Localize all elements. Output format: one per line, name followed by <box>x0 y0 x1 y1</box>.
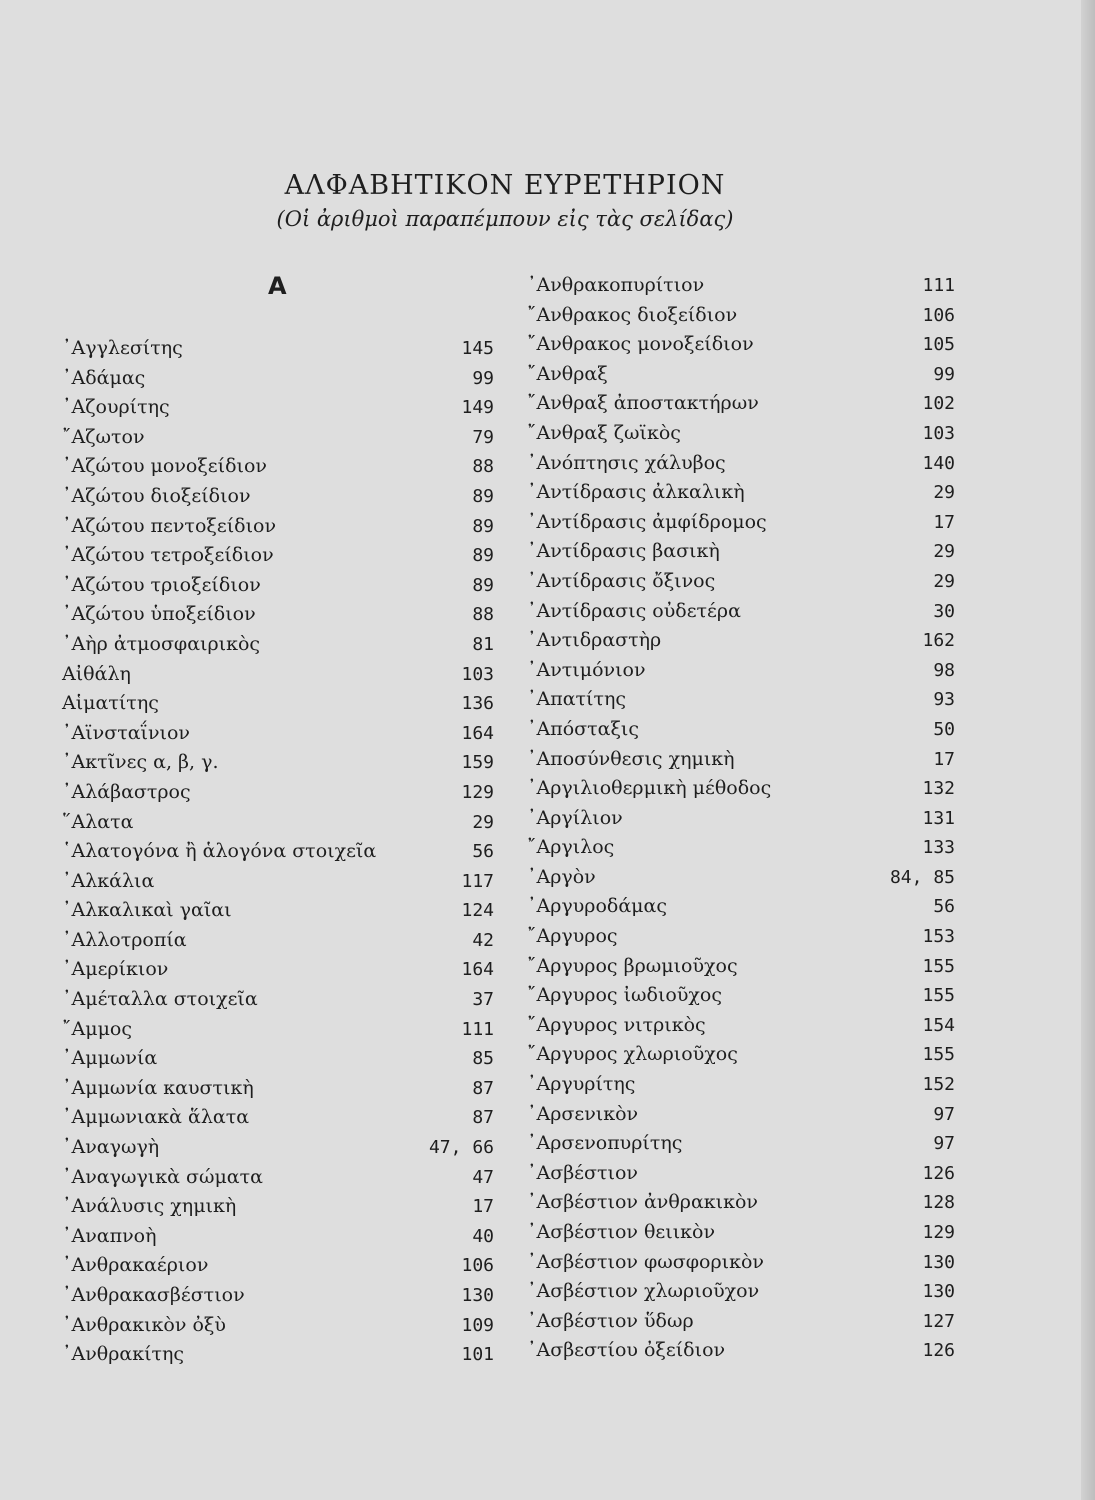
index-entry <box>62 867 494 897</box>
index-page-number: 109 <box>461 1314 494 1336</box>
index-entry <box>527 863 955 893</box>
index-term: ᾿Ασβέστιον ἀνθρακικὸν <box>527 1191 758 1214</box>
index-term: ᾿Αργιλιοθερμικὴ μέθοδος <box>527 777 772 800</box>
index-entry <box>62 600 494 630</box>
index-term: ῎Αργυρος βρωμιοῦχος <box>527 954 738 977</box>
page-edge-shadow <box>1081 0 1095 1500</box>
index-entry <box>62 689 494 719</box>
index-page-number: 17 <box>933 511 955 533</box>
index-entry <box>527 685 955 715</box>
index-term: ῎Αργυρος ἰωδιοῦχος <box>527 984 723 1007</box>
index-page-number: 101 <box>461 1344 494 1366</box>
index-entry <box>62 364 494 394</box>
index-page-number: 56 <box>933 896 955 918</box>
index-entry <box>527 449 955 479</box>
index-term: ᾿Αργυροδάμας <box>527 895 667 918</box>
page-title: ΑΛΦΑΒΗΤΙΚΟΝ ΕΥΡΕΤΗΡΙΟΝ <box>284 170 726 201</box>
index-term: ᾿Αζώτου πεντοξείδιον <box>62 514 277 537</box>
index-page-number: 88 <box>472 456 494 478</box>
page-subtitle: (Οἱ ἀριθμοὶ παραπέμπουν εἰς τὰς σελίδας) <box>276 207 734 231</box>
index-entry <box>62 393 494 423</box>
index-entry <box>527 360 955 390</box>
index-entry <box>527 1277 955 1307</box>
index-entry <box>527 656 955 686</box>
index-page-number: 89 <box>472 545 494 567</box>
index-entry <box>62 1311 494 1341</box>
index-page-number: 29 <box>472 811 494 833</box>
index-term: ῎Αργυρος χλωριοῦχος <box>527 1043 738 1066</box>
index-term: ᾿Ανόπτησις χάλυβος <box>527 451 726 474</box>
index-term: ᾿Αὴρ ἀτμοσφαιρικὸς <box>62 632 261 655</box>
index-entry <box>527 833 955 863</box>
index-entry <box>527 774 955 804</box>
index-page-number: 124 <box>461 900 494 922</box>
index-term: ᾿Ανθρακασβέστιον <box>62 1284 245 1306</box>
index-page-number: 102 <box>922 393 955 415</box>
index-page-number: 37 <box>472 989 494 1011</box>
index-term: ᾿Αμμωνία <box>62 1047 158 1070</box>
index-page-number: 87 <box>472 1077 494 1099</box>
index-page-number: 81 <box>472 633 494 655</box>
index-entry <box>62 452 494 482</box>
index-term: ᾿Αλλοτροπία <box>62 928 187 951</box>
index-entry <box>62 1251 494 1281</box>
index-entry <box>527 301 955 331</box>
index-page-number: 159 <box>461 752 494 774</box>
index-term: ᾿Αγγλεσίτης <box>62 337 183 359</box>
index-term: ῎Ανθραξ ζωϊκὸς <box>527 421 681 444</box>
index-entry <box>62 1222 494 1252</box>
index-term: ᾿Ανθρακοπυρίτιον <box>527 274 705 296</box>
index-entry <box>62 1015 494 1045</box>
index-entry <box>62 1074 494 1104</box>
index-term: ᾿Αποσύνθεσις χημικὴ <box>527 747 735 770</box>
index-entry <box>62 334 494 364</box>
index-term: ᾿Ασβέστιον χλωριοῦχον <box>527 1280 760 1303</box>
index-term: Αἱματίτης <box>62 692 159 715</box>
index-entry <box>527 922 955 952</box>
index-entry <box>62 571 494 601</box>
index-term: ῎Ανθρακος διοξείδιον <box>527 303 738 326</box>
index-term: ᾿Αντίδρασις ὄξινος <box>527 569 716 592</box>
index-page-number: 40 <box>472 1225 494 1247</box>
index-entry <box>527 1100 955 1130</box>
index-page-number: 105 <box>922 334 955 356</box>
index-entry <box>62 1044 494 1074</box>
index-column-left <box>62 334 494 1370</box>
index-entry <box>527 952 955 982</box>
index-term: ᾿Αζώτου τετροξείδιον <box>62 544 274 567</box>
index-page-number: 29 <box>933 482 955 504</box>
index-term: ᾿Αλκάλια <box>62 869 155 892</box>
index-page-number: 42 <box>472 929 494 951</box>
index-page-number: 103 <box>461 663 494 685</box>
index-entry <box>62 955 494 985</box>
index-entry <box>527 1040 955 1070</box>
index-term: ῎Ανθραξ <box>527 362 608 385</box>
index-entry <box>62 541 494 571</box>
index-entry <box>62 808 494 838</box>
index-term: ᾿Αργυρίτης <box>527 1073 636 1096</box>
index-term: ᾿Αντίδρασις ἀμφίδρομος <box>527 510 767 533</box>
index-entry <box>527 419 955 449</box>
index-term: ῎Ανθραξ ἀποστακτήρων <box>527 392 759 415</box>
index-entry <box>527 508 955 538</box>
index-page-number: 131 <box>922 807 955 829</box>
index-entry <box>527 892 955 922</box>
index-entry <box>62 482 494 512</box>
index-page-number: 126 <box>922 1162 955 1184</box>
index-entry <box>62 1163 494 1193</box>
index-page-number: 154 <box>922 1014 955 1036</box>
index-term: ᾿Απατίτης <box>527 688 627 711</box>
index-page-number: 99 <box>472 367 494 389</box>
index-term: ᾿Απόσταξις <box>527 717 640 740</box>
index-page-number: 130 <box>461 1285 494 1306</box>
index-term: ᾿Αμερίκιον <box>62 958 169 981</box>
index-page-number: 155 <box>922 955 955 977</box>
index-term: ᾿Αντιδραστὴρ <box>527 629 662 652</box>
index-term: ῾Αλατογόνα ἢ ἁλογόνα στοιχεῖα <box>62 840 377 863</box>
index-entry <box>62 630 494 660</box>
index-page-number: 85 <box>472 1048 494 1070</box>
index-page-number: 149 <box>461 397 494 419</box>
index-page-number: 117 <box>461 870 494 892</box>
index-term: ᾿Αργὸν <box>527 865 596 888</box>
index-entry <box>62 1192 494 1222</box>
index-entry <box>62 778 494 808</box>
index-entry <box>62 1340 494 1370</box>
index-page-number: 106 <box>461 1255 494 1277</box>
index-page-number: 30 <box>933 600 955 622</box>
index-term: ᾿Ασβέστιον <box>527 1161 638 1184</box>
index-page-number: 29 <box>933 541 955 563</box>
index-entry <box>527 330 955 360</box>
index-page-number: 47, 66 <box>428 1137 494 1159</box>
index-page-number: 29 <box>933 570 955 592</box>
index-page-number: 89 <box>472 515 494 537</box>
index-term: ᾿Ανθρακικὸν ὀξὺ <box>62 1313 226 1336</box>
index-entry <box>527 804 955 834</box>
index-term: ᾿Αζώτου μονοξείδιον <box>62 455 267 478</box>
index-page-number: 87 <box>472 1107 494 1129</box>
index-page-number: 130 <box>922 1281 955 1303</box>
index-page-number: 136 <box>461 693 494 715</box>
index-term: ᾿Αμμωνία καυστικὴ <box>62 1076 254 1099</box>
index-page-number: 17 <box>933 748 955 770</box>
index-entry <box>527 1159 955 1189</box>
index-page-number: 97 <box>933 1133 955 1155</box>
index-term: ᾿Αντίδρασις οὐδετέρα <box>527 599 741 622</box>
index-term: ᾿Αργίλιον <box>527 806 623 829</box>
index-term: ῞Αλατα <box>62 810 134 833</box>
index-term: ῎Αμμος <box>62 1017 132 1040</box>
index-term: ᾿Αναπνοὴ <box>62 1224 157 1247</box>
index-entry <box>527 597 955 627</box>
index-term: ᾿Αζώτου διοξείδιον <box>62 484 251 507</box>
index-page-number: 88 <box>472 604 494 626</box>
index-term: ᾿Ασβέστιον θειικὸν <box>527 1221 716 1243</box>
index-entry <box>527 478 955 508</box>
index-page-number: 127 <box>922 1310 955 1332</box>
index-term: ᾿Ασβέστιον ὕδωρ <box>527 1309 694 1332</box>
index-page-number: 47 <box>472 1166 494 1188</box>
index-term: ᾿Αρσενικὸν <box>527 1102 639 1125</box>
index-term: ᾿Αντίδρασις ἀλκαλικὴ <box>527 481 745 504</box>
index-term: Αἰθάλη <box>62 662 131 685</box>
index-page-number: 132 <box>922 778 955 800</box>
index-page-number: 93 <box>933 689 955 711</box>
index-term: ᾿Ανθρακίτης <box>62 1343 185 1366</box>
index-entry <box>62 1133 494 1163</box>
index-entry <box>527 537 955 567</box>
index-page-number: 128 <box>922 1192 955 1214</box>
index-page-number: 164 <box>461 722 494 744</box>
index-term: ῎Αργυρος νιτρικὸς <box>527 1013 706 1036</box>
index-entry <box>62 423 494 453</box>
index-term: ᾿Αζώτου ὑποξείδιον <box>62 603 256 626</box>
index-entry <box>527 1307 955 1337</box>
index-page-number: 162 <box>922 630 955 652</box>
index-page-number: 79 <box>472 426 494 448</box>
index-page-number: 126 <box>922 1340 955 1362</box>
index-page-number: 145 <box>461 338 494 359</box>
index-entry <box>527 1129 955 1159</box>
index-page-number: 152 <box>922 1074 955 1096</box>
index-entry <box>527 1248 955 1278</box>
index-page-number: 129 <box>922 1222 955 1243</box>
index-page-number: 89 <box>472 574 494 596</box>
index-page-number: 155 <box>922 1044 955 1066</box>
index-term: ᾿Αναγωγὴ <box>62 1136 160 1159</box>
index-entry <box>62 512 494 542</box>
section-letter: Α <box>268 272 287 300</box>
index-entry <box>62 1103 494 1133</box>
index-entry <box>527 1336 955 1366</box>
index-page-number: 89 <box>472 485 494 507</box>
index-term: ᾿Ανάλυσις χημικὴ <box>62 1195 237 1218</box>
index-page-number: 99 <box>933 363 955 385</box>
index-page-number: 164 <box>461 959 494 981</box>
index-entry <box>527 1218 955 1248</box>
index-entry <box>527 271 955 301</box>
index-page-number: 56 <box>472 841 494 863</box>
index-entry <box>527 1011 955 1041</box>
index-entry <box>62 837 494 867</box>
index-term: ᾿Αζώτου τριοξείδιον <box>62 573 261 596</box>
index-entry <box>62 926 494 956</box>
index-term: ᾿Αντίδρασις βασικὴ <box>527 540 720 563</box>
index-entry <box>527 981 955 1011</box>
index-page-number: 50 <box>933 718 955 740</box>
index-term: ᾿Ασβέστιον φωσφορικὸν <box>527 1250 764 1273</box>
index-term: ᾿Αναγωγικὰ σώματα <box>62 1165 263 1188</box>
index-entry <box>62 896 494 926</box>
index-page-number: 140 <box>922 452 955 474</box>
index-entry <box>527 1188 955 1218</box>
index-term: ᾿Ακτῖνες α, β, γ. <box>62 751 219 774</box>
index-entry <box>62 719 494 749</box>
index-entry <box>62 748 494 778</box>
index-page-number: 133 <box>922 837 955 859</box>
index-page-number: 97 <box>933 1103 955 1125</box>
index-page-number: 111 <box>461 1018 494 1040</box>
index-term: ῎Ανθρακος μονοξείδιον <box>527 333 754 356</box>
index-entry <box>527 567 955 597</box>
index-term: ᾿Αλκαλικαὶ γαῖαι <box>62 899 232 922</box>
index-page-number: 103 <box>922 422 955 444</box>
index-entry <box>527 1070 955 1100</box>
index-page-number: 98 <box>933 659 955 681</box>
index-entry <box>527 745 955 775</box>
index-term: ᾿Αϊνσταΐνιον <box>62 721 190 744</box>
index-entry <box>527 389 955 419</box>
index-term: ᾿Αντιμόνιον <box>527 658 646 681</box>
index-term: ῎Αργιλος <box>527 836 615 859</box>
index-entry <box>62 660 494 690</box>
index-column-right <box>527 271 955 1366</box>
index-page-number: 153 <box>922 926 955 948</box>
index-term: ᾿Αμμωνιακὰ ἅλατα <box>62 1106 250 1129</box>
index-entry <box>527 626 955 656</box>
index-page-number: 111 <box>922 275 955 296</box>
index-term: ῎Αργυρος <box>527 925 618 948</box>
index-entry <box>62 1281 494 1311</box>
index-page-number: 106 <box>922 304 955 326</box>
index-entry <box>527 715 955 745</box>
index-term: ᾿Αδάμας <box>62 366 146 389</box>
index-page-number: 84, 85 <box>889 866 955 888</box>
index-term: ᾿Αρσενοπυρίτης <box>527 1132 683 1155</box>
index-page-number: 155 <box>922 985 955 1007</box>
index-entry <box>62 985 494 1015</box>
index-term: ᾿Ασβεστίου ὀξείδιον <box>527 1339 726 1362</box>
index-term: ῎Αζωτον <box>62 425 145 448</box>
index-term: ᾿Ανθρακαέριον <box>62 1254 209 1277</box>
index-term: ᾿Αζουρίτης <box>62 396 170 419</box>
index-page-number: 17 <box>472 1196 494 1218</box>
index-term: ᾿Αμέταλλα στοιχεῖα <box>62 988 258 1011</box>
index-term: ᾿Αλάβαστρος <box>62 780 191 803</box>
index-page-number: 129 <box>461 781 494 803</box>
index-page-number: 130 <box>922 1251 955 1273</box>
